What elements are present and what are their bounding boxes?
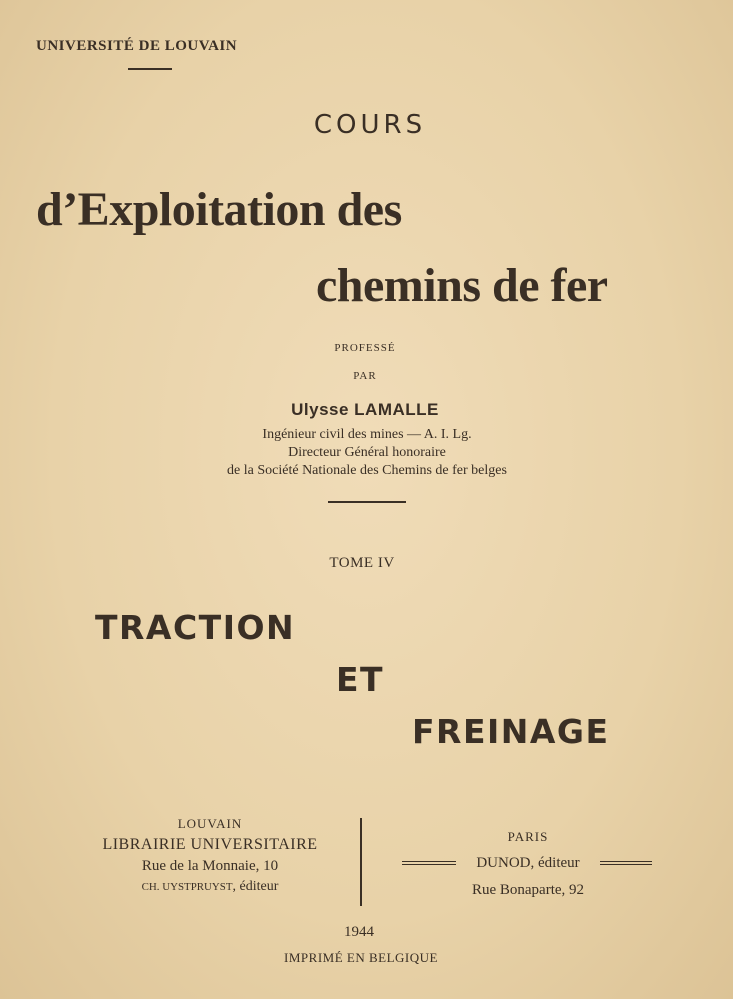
- header-divider: [128, 68, 172, 70]
- publisher-left-city: LOUVAIN: [177, 816, 243, 831]
- subtitle-line-2: ET: [336, 660, 385, 699]
- editor-name: CH. UYSTPRUYST: [141, 881, 233, 893]
- publisher-right-editor: DUNOD, éditeur: [476, 855, 580, 871]
- subtitle-line-1: TRACTION: [95, 608, 296, 647]
- university-name: UNIVERSITÉ DE LOUVAIN: [36, 38, 238, 54]
- section-divider: [328, 501, 406, 503]
- title-line-2: chemins de fer: [316, 259, 608, 312]
- publisher-right-address: Rue Bonaparte, 92: [471, 882, 585, 898]
- column-divider: [360, 818, 362, 906]
- volume-number: TOME IV: [329, 555, 395, 571]
- author-credential: Directeur Général honoraire: [288, 445, 446, 460]
- publisher-left-address: Rue de la Monnaie, 10: [141, 858, 279, 874]
- printed-in: IMPRIMÉ EN BELGIQUE: [284, 950, 438, 965]
- title-line-1: d’Exploitation des: [36, 183, 402, 236]
- author-name: Ulysse LAMALLE: [291, 400, 439, 419]
- publisher-left-name: LIBRAIRIE UNIVERSITAIRE: [102, 836, 318, 853]
- subtitle-line-3: FREINAGE: [412, 712, 610, 751]
- professe-label: PROFESSÉ: [334, 342, 396, 354]
- publication-year: 1944: [344, 924, 374, 940]
- par-label: PAR: [353, 370, 377, 382]
- author-credential: de la Société Nationale des Chemins de fer belges: [227, 463, 507, 478]
- author-credential: Ingénieur civil des mines — A. I. Lg.: [262, 427, 472, 442]
- editor-suffix: , éditeur: [232, 879, 279, 894]
- double-rule-right: [600, 861, 652, 865]
- publisher-left-editor: [60, 879, 360, 895]
- publisher-right-city: PARIS: [507, 829, 549, 844]
- title-kicker: COURS: [313, 110, 427, 140]
